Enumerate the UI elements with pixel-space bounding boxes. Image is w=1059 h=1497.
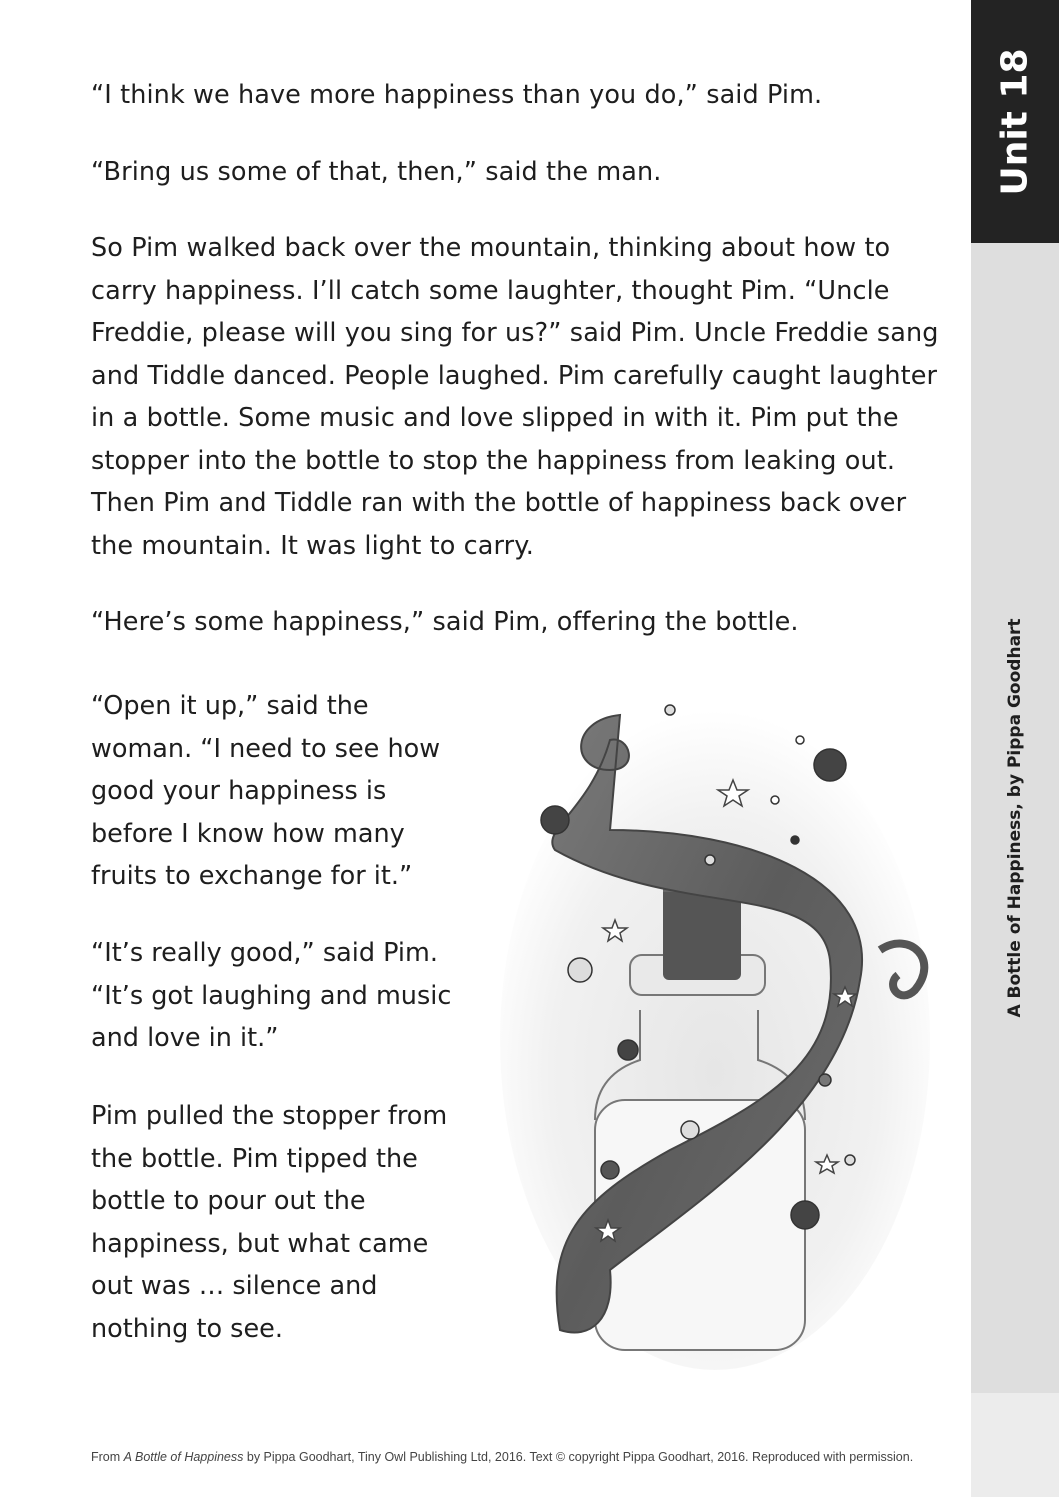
narrow-paragraph-1 [91,685,491,898]
side-tab-footer [971,1393,1059,1497]
narrow-paragraph-2 [91,932,491,1060]
narrow-paragraph-3 [91,1095,491,1350]
footer-suffix: by Pippa Goodhart, Tiny Owl Publishing Ltd, 2016. Text © copyright Pippa Goodhart, 2016. Reproduced with permission. [243,1450,914,1464]
bottle-illustration [500,680,940,1380]
paragraph-4: “Here’s some happiness,” said Pim, offering the bottle. [91,607,799,637]
side-title: A Bottle of Happiness, by Pippa Goodhart [1005,618,1025,1018]
citation-footer [91,1450,951,1464]
paragraph-6: “It’s really good,” said Pim. “It’s got laughing and music and love in it.” [91,938,452,1053]
unit-label: Unit 18 [994,47,1036,196]
unit-tab [971,0,1059,243]
footer-book-title: A Bottle of Happiness [123,1450,244,1464]
paragraph-5: “Open it up,” said the woman. “I need to see how good your happiness is before I know how many fruits to exchange for it.” [91,691,441,891]
paragraph-3: So Pim walked back over the mountain, thinking about how to carry happiness. I’ll catch some laughter, thought Pim. “Uncle Freddie, please will you sing for us?” said Pim. Uncle Freddie sang and Tiddle danced. People laughed. Pim carefully caught laughter in a bottle. Some music and love slipped in with it. Pim put the stopper into the bottle to stop the happiness from leaking out. Then Pim and Tiddle ran with the bottle of happiness back over the mountain. It was light to carry. [91,233,939,561]
story-text [91,74,951,678]
paragraph-2: “Bring us some of that, then,” said the man. [91,156,662,187]
paragraph-1: “I think we have more happiness than you do,” said Pim. [91,80,823,110]
side-title-tab [971,243,1059,1393]
footer-prefix: From [91,1450,124,1464]
paragraph-7: Pim pulled the stopper from the bottle. Pim tipped the bottle to pour out the happiness, but what came out was … silence and nothing to see. [91,1101,448,1344]
